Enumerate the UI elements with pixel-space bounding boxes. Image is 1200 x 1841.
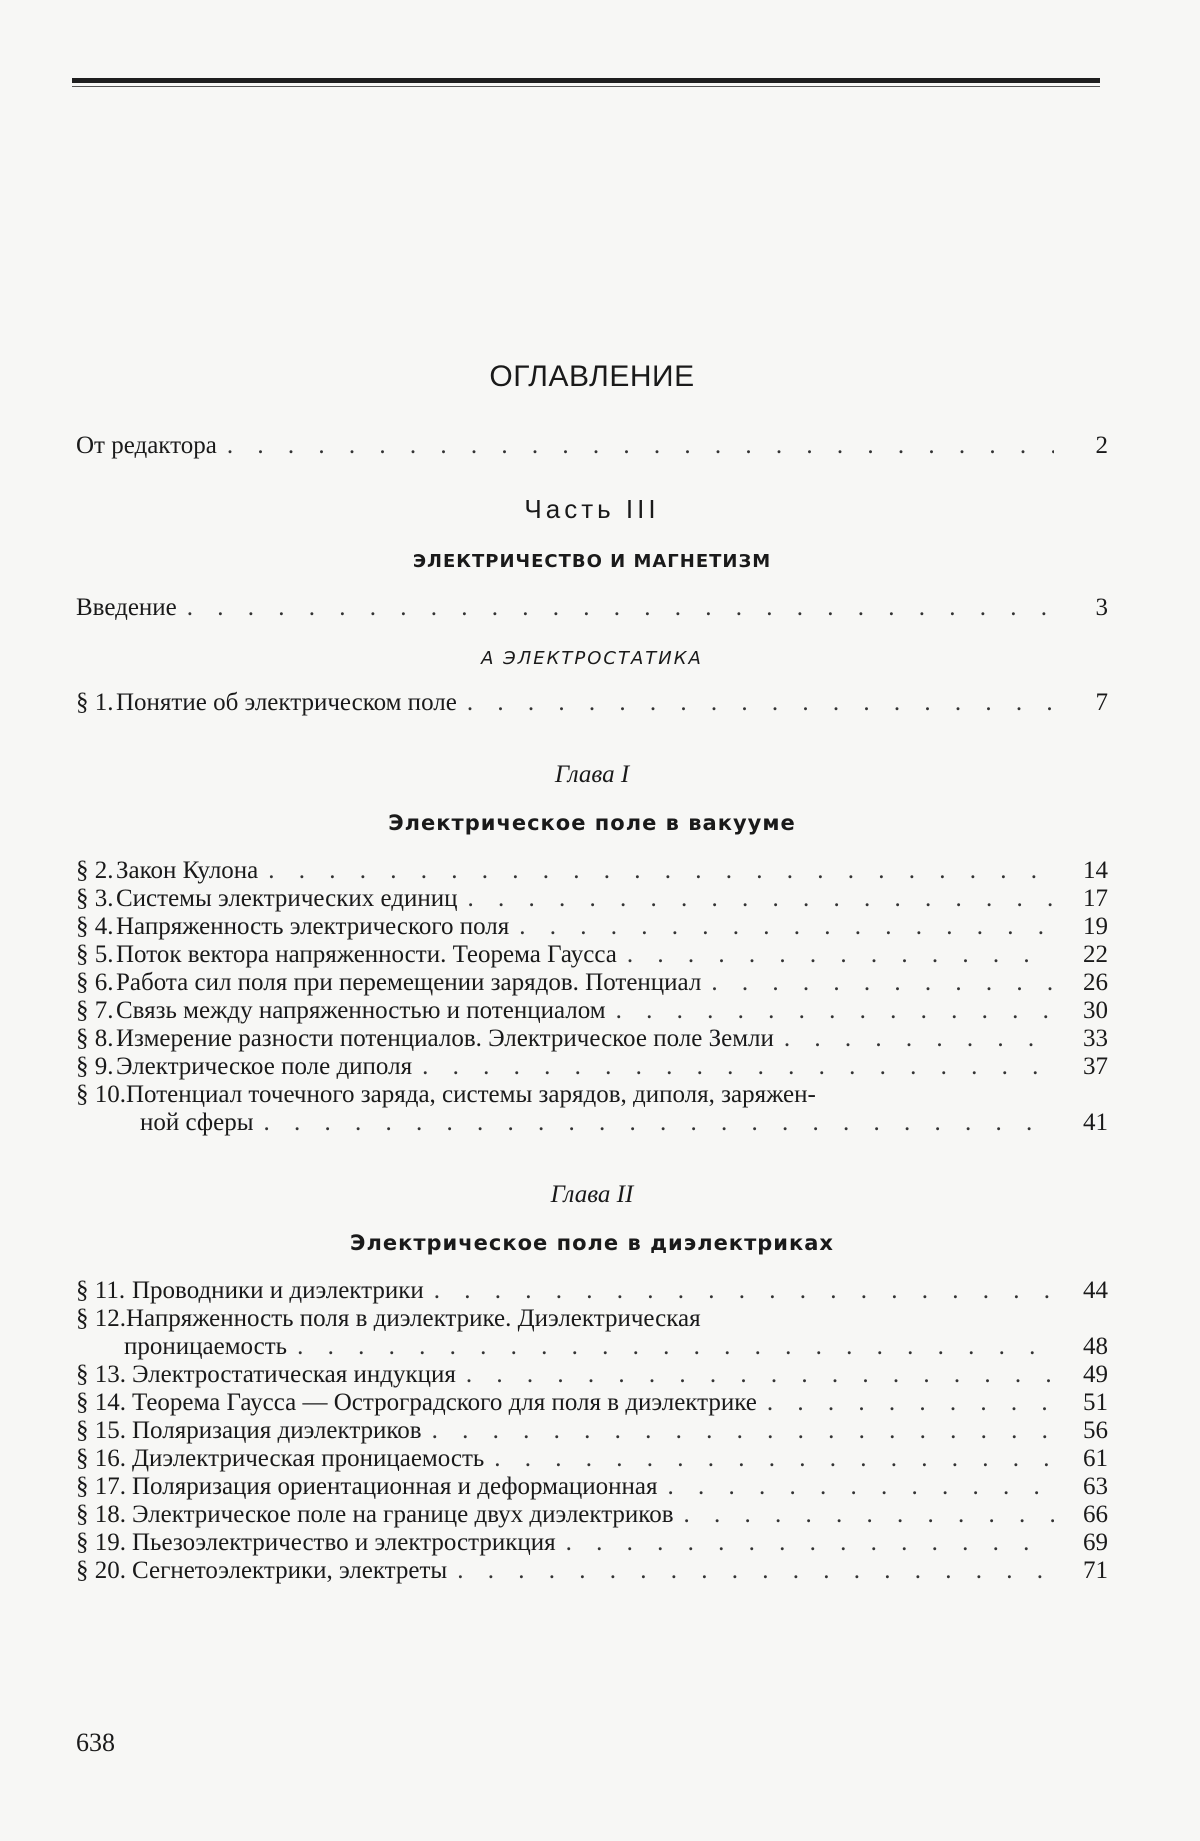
toc-entry-16[interactable] xyxy=(76,1445,1108,1473)
entry-title: От редактора xyxy=(76,432,217,459)
entry-number: § 2. xyxy=(76,857,114,884)
entry-title: Поляризация ориентационная и деформационная xyxy=(132,1473,658,1500)
entry-title: Системы электрических единиц xyxy=(116,885,458,912)
entry-page: 3 xyxy=(1095,594,1108,621)
entry-page: 69 xyxy=(1083,1529,1108,1556)
entry-page: 61 xyxy=(1083,1445,1108,1472)
entry-title: Закон Кулона xyxy=(116,857,259,884)
entry-page: 41 xyxy=(1083,1109,1108,1136)
dot-leader xyxy=(187,594,1054,622)
toc-entry-19[interactable] xyxy=(76,1529,1108,1557)
entry-number: § 8. xyxy=(76,1025,114,1052)
entry-page: 26 xyxy=(1083,969,1108,996)
entry-page: 63 xyxy=(1083,1473,1108,1500)
section-label: А ЭЛЕКТРОСТАТИКА xyxy=(481,648,703,669)
entry-number: § 14. xyxy=(76,1389,126,1416)
entry-page: 30 xyxy=(1083,997,1108,1024)
toc-entry-13[interactable] xyxy=(76,1361,1108,1389)
toc-entry-14[interactable] xyxy=(76,1389,1108,1417)
entry-title: Проводники и диэлектрики xyxy=(132,1277,424,1304)
part-label: Часть III xyxy=(524,494,660,524)
part-name: ЭЛЕКТРИЧЕСТВО И МАГНЕТИЗМ xyxy=(412,551,772,572)
entry-page: 71 xyxy=(1083,1557,1108,1584)
dot-leader xyxy=(627,941,1054,969)
toc-entry-12[interactable] xyxy=(76,1305,1108,1361)
entry-page: 37 xyxy=(1083,1053,1108,1080)
entry-number: § 4. xyxy=(76,913,114,940)
dot-leader xyxy=(519,913,1054,941)
entry-number: § 10. xyxy=(76,1081,126,1108)
dot-leader xyxy=(566,1529,1054,1557)
entry-line-1 xyxy=(76,1081,1108,1109)
toc-entry-1[interactable] xyxy=(76,689,1108,717)
entry-line-2 xyxy=(76,1333,1108,1361)
entry-page: 17 xyxy=(1083,885,1108,912)
toc-entry-10[interactable] xyxy=(76,1081,1108,1137)
entry-title: Работа сил поля при перемещении зарядов. Потенциал xyxy=(116,969,702,996)
toc-entry-4[interactable] xyxy=(76,913,1108,941)
toc-entry-8[interactable] xyxy=(76,1025,1108,1053)
dot-leader xyxy=(227,432,1054,460)
entry-number: § 16. xyxy=(76,1445,126,1472)
toc-entry-2[interactable] xyxy=(76,857,1108,885)
entry-title: Напряженность поля в диэлектрике. Диэлектрическая xyxy=(126,1305,701,1332)
dot-leader xyxy=(711,969,1054,997)
entry-number: § 12. xyxy=(76,1305,126,1332)
entry-page: 33 xyxy=(1083,1025,1108,1052)
entry-title: Теорема Гаусса — Остроградского для поля в диэлектрике xyxy=(132,1389,757,1416)
dot-leader xyxy=(422,1053,1054,1081)
page-number: 638 xyxy=(76,1728,115,1757)
entry-title: Поляризация диэлектриков xyxy=(132,1417,422,1444)
toc-title: ОГЛАВЛЕНИЕ xyxy=(489,360,695,393)
entry-title: Понятие об электрическом поле xyxy=(116,689,457,716)
entry-number: § 17. xyxy=(76,1473,126,1500)
entry-title: Измерение разности потенциалов. Электрическое поле Земли xyxy=(116,1025,774,1052)
entry-title: Электрическое поле диполя xyxy=(116,1053,413,1080)
dot-leader xyxy=(616,997,1054,1025)
entry-title-cont: ной сферы xyxy=(140,1109,254,1136)
dot-leader xyxy=(684,1501,1055,1529)
dot-leader xyxy=(494,1445,1054,1473)
entry-page: 44 xyxy=(1083,1277,1108,1304)
entry-page: 22 xyxy=(1083,941,1108,968)
entry-number: § 5. xyxy=(76,941,114,968)
toc-entry-7[interactable] xyxy=(76,997,1108,1025)
dot-leader xyxy=(784,1025,1054,1053)
entry-title: Пьезоэлектричество и электрострикция xyxy=(132,1529,556,1556)
toc-entry-11[interactable] xyxy=(76,1277,1108,1305)
top-rule-thin xyxy=(72,86,1100,87)
dot-leader xyxy=(297,1333,1054,1361)
toc-entry-3[interactable] xyxy=(76,885,1108,913)
entry-page: 56 xyxy=(1083,1417,1108,1444)
entry-title: Введение xyxy=(76,594,177,621)
dot-leader xyxy=(268,857,1054,885)
dot-leader xyxy=(668,1473,1054,1501)
toc-entry-18[interactable] xyxy=(76,1501,1108,1529)
dot-leader xyxy=(467,689,1054,717)
dot-leader xyxy=(264,1109,1054,1137)
top-rule xyxy=(72,78,1100,83)
entry-title-cont: проницаемость xyxy=(124,1333,288,1360)
entry-title: Потенциал точечного заряда, системы зарядов, диполя, заряжен- xyxy=(126,1081,816,1108)
entry-line-1 xyxy=(76,1305,1108,1333)
dot-leader xyxy=(457,1557,1054,1585)
dot-leader xyxy=(466,1361,1054,1389)
dot-leader xyxy=(434,1277,1054,1305)
entry-page: 49 xyxy=(1083,1361,1108,1388)
entry-title: Электрическое поле на границе двух диэлектриков xyxy=(132,1501,674,1528)
entry-title: Связь между напряженностью и потенциалом xyxy=(116,997,606,1024)
entry-number: § 18. xyxy=(76,1501,126,1528)
entry-title: Напряженность электрического поля xyxy=(116,913,510,940)
entry-number: § 6. xyxy=(76,969,114,996)
toc-entry-editor[interactable] xyxy=(76,432,1108,460)
entry-number: § 9. xyxy=(76,1053,114,1080)
entry-page: 51 xyxy=(1083,1389,1108,1416)
entry-title: Поток вектора напряженности. Теорема Гаусса xyxy=(116,941,617,968)
entry-number: § 13. xyxy=(76,1361,126,1388)
entry-page: 19 xyxy=(1083,913,1108,940)
toc-entry-9[interactable] xyxy=(76,1053,1108,1081)
entry-number: § 15. xyxy=(76,1417,126,1444)
entry-title: Сегнетоэлектрики, электреты xyxy=(132,1557,448,1584)
toc-entry-20[interactable] xyxy=(76,1557,1108,1585)
chapter-1-entries xyxy=(76,857,1108,1137)
toc-entry-15[interactable] xyxy=(76,1417,1108,1445)
entry-page: 2 xyxy=(1095,432,1108,459)
entry-number: § 19. xyxy=(76,1529,126,1556)
chapter-label: Глава I xyxy=(554,761,630,788)
chapter-label: Глава II xyxy=(550,1181,634,1208)
toc-entry-6[interactable] xyxy=(76,969,1108,997)
entry-title: Электростатическая индукция xyxy=(132,1361,456,1388)
entry-number: § 11. xyxy=(76,1277,126,1304)
entry-page: 48 xyxy=(1083,1333,1108,1360)
dot-leader xyxy=(467,885,1054,913)
toc-entry-17[interactable] xyxy=(76,1473,1108,1501)
dot-leader xyxy=(432,1417,1054,1445)
toc-entry-intro[interactable] xyxy=(76,594,1108,622)
entry-number: § 3. xyxy=(76,885,114,912)
entry-number: § 1. xyxy=(76,689,114,716)
entry-page: 66 xyxy=(1083,1501,1108,1528)
entry-number: § 7. xyxy=(76,997,114,1024)
entry-page: 14 xyxy=(1083,857,1108,884)
entry-line-2 xyxy=(76,1109,1108,1137)
toc-entry-5[interactable] xyxy=(76,941,1108,969)
chapter-name: Электрическое поле в вакууме xyxy=(388,811,796,835)
entry-page: 7 xyxy=(1095,689,1108,716)
chapter-name: Электрическое поле в диэлектриках xyxy=(350,1231,834,1255)
entry-number: § 20. xyxy=(76,1557,126,1584)
entry-title: Диэлектрическая проницаемость xyxy=(132,1445,485,1472)
dot-leader xyxy=(767,1389,1054,1417)
toc-page xyxy=(76,360,1108,1585)
chapter-2-entries xyxy=(76,1277,1108,1585)
